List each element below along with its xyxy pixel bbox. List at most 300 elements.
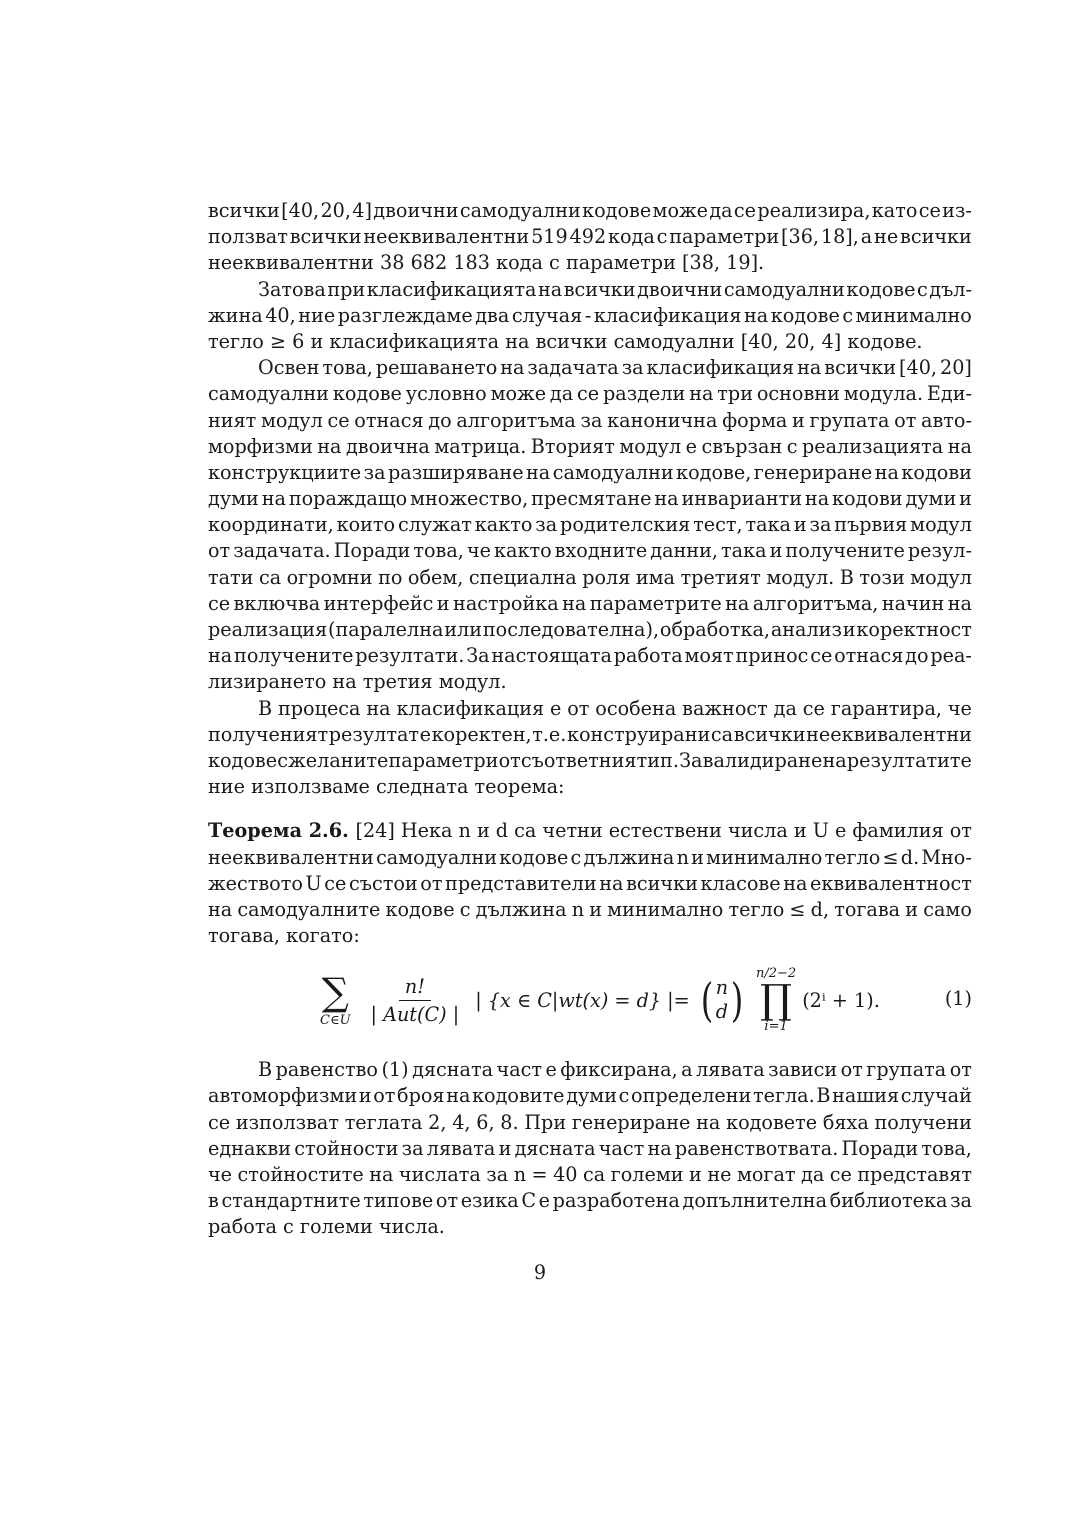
word: канонична (607, 408, 718, 432)
word: включва (233, 591, 321, 615)
word: всички (535, 329, 608, 353)
word: 4] (352, 199, 372, 222)
word: роля (582, 565, 631, 589)
word: 40 (553, 1163, 578, 1186)
word: еквивалентност (810, 871, 972, 895)
word: работа (613, 644, 683, 668)
word: думи (566, 1084, 618, 1108)
word: е (538, 1189, 551, 1213)
word: с (277, 748, 288, 772)
word: реализацията (801, 434, 944, 458)
word: и (792, 408, 805, 432)
word: модул. (766, 565, 835, 589)
word: теглата (344, 1110, 423, 1134)
word: За (679, 748, 703, 772)
word: на (689, 382, 714, 406)
word: с (656, 225, 668, 249)
word: d (495, 819, 509, 843)
word: 682 (410, 251, 448, 275)
word: Освен (258, 356, 320, 380)
word: анализ (770, 618, 842, 641)
word: класификация (396, 696, 545, 720)
fraction (365, 975, 466, 1026)
word: Затова (258, 277, 326, 301)
word: отнася (834, 644, 904, 668)
word: когато: (286, 924, 360, 948)
word: а (860, 225, 873, 249)
text-line (208, 748, 972, 774)
word: от (435, 1189, 459, 1213)
word: всички (733, 722, 806, 746)
word: инварианти (681, 487, 803, 511)
word: се (733, 199, 757, 222)
word: на (500, 356, 525, 380)
paragraph (208, 355, 972, 695)
word: зависи (768, 1058, 838, 1082)
word: за (580, 408, 603, 432)
word: тогава (834, 897, 901, 921)
word: с (570, 845, 582, 869)
sum-sign: ∑ (321, 969, 349, 1014)
word: стойностите (237, 1163, 364, 1186)
word: от (567, 696, 590, 720)
word: се (577, 382, 600, 406)
paragraph (208, 277, 972, 356)
word: особена (595, 696, 677, 720)
word: двоични (373, 199, 459, 222)
word: на (696, 1110, 721, 1134)
word: от (208, 539, 231, 563)
word: автоморфизми (208, 1084, 358, 1108)
text-line (208, 1136, 972, 1162)
text-line (208, 486, 972, 512)
word: е (419, 722, 431, 746)
word: и (842, 618, 856, 641)
text-line (208, 617, 972, 643)
word: или (444, 618, 483, 641)
word: задачата (527, 356, 619, 380)
word: жина (208, 303, 263, 327)
word: модул (619, 434, 682, 458)
word: на (797, 356, 822, 380)
word: и (769, 539, 783, 563)
word: всички (626, 871, 698, 895)
word: първия (834, 513, 908, 537)
word: [40, (740, 329, 779, 353)
word: кодове (499, 845, 569, 869)
word: 19]. (726, 251, 765, 275)
word: с (786, 434, 798, 458)
word: получените (785, 539, 905, 563)
word: 20, (784, 329, 816, 353)
word: 519 (531, 225, 568, 249)
word: на (562, 591, 587, 615)
word: с (916, 277, 928, 301)
word: третият (680, 565, 761, 589)
word: кодове (770, 303, 840, 327)
word: кодови (832, 487, 903, 511)
word: (1) (381, 1058, 409, 1082)
word: се (208, 1110, 231, 1134)
word: с (459, 897, 471, 921)
word: се (327, 408, 350, 432)
word: самодуалните (237, 897, 381, 921)
word: n (458, 819, 471, 843)
word: за (486, 1163, 509, 1186)
word: като (871, 199, 918, 222)
word: параметрите (589, 591, 722, 615)
word: дясната (412, 1058, 494, 1082)
word: от (498, 748, 521, 772)
word: пораждащо (288, 487, 408, 511)
word: с (283, 1215, 294, 1239)
word: теорема: (474, 775, 565, 799)
text-line (208, 460, 972, 486)
word: В (258, 1058, 273, 1082)
word: класификация (646, 356, 795, 380)
word: на (208, 897, 233, 921)
word: на (317, 434, 342, 458)
word: е (834, 819, 847, 843)
word: гарантира, (830, 696, 942, 720)
word: Еди- (926, 382, 972, 406)
word: лизирането (208, 670, 327, 694)
word: свързан (701, 434, 783, 458)
word: на (947, 591, 972, 615)
word: това, (322, 356, 373, 380)
word: за (621, 356, 644, 380)
word: за (535, 513, 558, 537)
word: се (324, 871, 347, 895)
word: за (950, 1189, 972, 1213)
word: тегло (208, 329, 264, 353)
word: е (545, 1058, 557, 1082)
word: кодовете (726, 1110, 818, 1134)
word: модул. (438, 670, 507, 694)
word: важност (682, 696, 768, 720)
word: U (812, 819, 829, 843)
word: думи (905, 487, 957, 511)
word: 40, (265, 303, 296, 327)
word: кодове (385, 897, 455, 921)
word: 38 (380, 251, 405, 275)
word: на (369, 1163, 394, 1186)
text-line (208, 696, 972, 722)
sum-subscript: C∈U (320, 1012, 351, 1028)
text-line (208, 434, 972, 460)
word: на (804, 487, 830, 511)
word: самодуални (613, 329, 735, 353)
word: При (524, 1110, 567, 1134)
word: [38, (682, 251, 721, 275)
product-sign: ∏ (760, 977, 793, 1024)
word: да (801, 1163, 825, 1186)
word: нееквивалентни (806, 722, 972, 746)
word: както (474, 513, 533, 537)
word: резултатите (846, 748, 972, 772)
word: на (505, 329, 530, 353)
word: настоящата (491, 644, 612, 668)
word: лявата (696, 1058, 765, 1082)
word: тегло (824, 845, 881, 869)
page-body (208, 198, 972, 1241)
word: бяха (822, 1110, 869, 1134)
word: ≤ (882, 845, 899, 869)
word: кодове (208, 748, 278, 772)
binomial-values (716, 976, 728, 1024)
word: се (829, 1163, 852, 1186)
word: реализация (208, 618, 328, 641)
text-line (208, 591, 972, 617)
word: големи (299, 1215, 373, 1239)
word: [40, (899, 356, 938, 380)
word: дъл- (929, 277, 972, 301)
word: е (550, 696, 562, 720)
paragraph (208, 696, 972, 801)
word: - (584, 303, 592, 327)
word: последователна), (482, 618, 660, 641)
word: 4, (452, 1110, 471, 1134)
word: се (802, 696, 825, 720)
word: и (793, 819, 807, 843)
word: естествени (608, 819, 722, 843)
word: ние (208, 775, 245, 799)
word: стандартните (221, 1189, 361, 1213)
word: матрица. (434, 434, 527, 458)
word: от (894, 408, 917, 432)
word: получените (234, 644, 354, 668)
text-line (208, 408, 972, 434)
word: процеса (277, 696, 361, 720)
text-line (208, 565, 972, 591)
word: еднакви (208, 1136, 291, 1160)
word: на (874, 460, 899, 484)
word: класификацията (366, 277, 537, 301)
word: до (428, 408, 452, 432)
word: моят (684, 644, 734, 668)
text-line (208, 538, 972, 564)
word: да (549, 382, 574, 406)
text-line (208, 845, 972, 871)
word: настройка (453, 591, 559, 615)
word: данни, (650, 539, 718, 563)
theorem-label: Теорема 2.6. (208, 819, 349, 843)
word: двоична (345, 434, 430, 458)
word: се (208, 591, 231, 615)
word: и (959, 487, 972, 511)
word: това, (921, 1136, 972, 1160)
word: огромни (286, 565, 373, 589)
word: обработка, (659, 618, 770, 641)
word: са (258, 565, 282, 589)
word: четни (542, 819, 603, 843)
word: фамилия (852, 819, 944, 843)
word: така (745, 513, 791, 537)
word: из- (942, 199, 972, 222)
word: част (598, 1136, 645, 1160)
word: обем, (407, 565, 464, 589)
word: групата (866, 1058, 947, 1082)
word: двоични (637, 277, 723, 301)
word: не (874, 225, 899, 249)
word: принос (735, 644, 809, 668)
word: не (707, 1163, 732, 1186)
word: по (378, 565, 403, 589)
word: [36, (781, 225, 820, 249)
word: Нека (400, 819, 453, 843)
word: т.е. (532, 722, 567, 746)
word: тати (208, 565, 254, 589)
text-line (208, 329, 972, 355)
word: параметри (565, 251, 676, 275)
word: полученият (208, 722, 329, 746)
word: дясната (514, 1136, 596, 1160)
word: работа (208, 1215, 277, 1239)
word: ние (298, 303, 336, 327)
word: форма (722, 408, 788, 432)
word: лявата (426, 1136, 496, 1160)
word: думи (208, 487, 259, 511)
word: езика (460, 1189, 519, 1213)
word: с (618, 1084, 630, 1108)
word: и (689, 1163, 702, 1186)
equation-body (320, 957, 880, 1043)
word: самодуални (459, 199, 581, 222)
word: случай (900, 1084, 972, 1108)
word: конструирани (566, 722, 711, 746)
word: 8. (500, 1110, 519, 1134)
word: 6 (292, 329, 305, 353)
word: в (208, 1189, 219, 1213)
word: кодове (582, 199, 652, 222)
left-paren: ( (700, 973, 713, 1028)
word: броя (397, 1084, 445, 1108)
word: част (496, 1058, 543, 1082)
theorem-line-rest (355, 818, 972, 844)
word: ≥ (269, 329, 286, 353)
word: алгоритъма (456, 408, 576, 432)
word: от (949, 819, 972, 843)
word: модул (910, 513, 972, 537)
word: третия (362, 670, 433, 694)
word: валидиране (702, 748, 823, 772)
word: 492 (569, 225, 607, 249)
word: че (947, 696, 972, 720)
word: и (358, 1084, 372, 1108)
word: 6, (476, 1110, 495, 1134)
word: допълнителна (682, 1189, 828, 1213)
text-line (208, 1110, 972, 1136)
word: и (498, 1136, 512, 1160)
word: всички (289, 225, 362, 249)
word: 20, (320, 199, 351, 222)
binom-bottom: d (715, 1000, 729, 1024)
word: от (420, 871, 443, 895)
word: n (513, 1163, 527, 1186)
word: конструкциите (208, 460, 362, 484)
word: всички (563, 277, 636, 301)
word: равенствотвата. (674, 1136, 839, 1160)
word: тип. (636, 748, 679, 772)
binom-top: n (715, 976, 729, 1000)
word: за (363, 460, 386, 484)
word: кодове (846, 277, 916, 301)
text-line (208, 1083, 972, 1109)
word: на (783, 871, 808, 895)
word: параметри (388, 748, 499, 772)
word: минимално (607, 897, 724, 921)
word: е (685, 434, 697, 458)
word: самодуални (552, 460, 674, 484)
word: числа. (378, 1215, 445, 1239)
word: задачата. (233, 539, 331, 563)
word: може (652, 199, 709, 222)
word: Вторият (530, 434, 615, 458)
word: 18], (820, 225, 859, 249)
word: този (859, 565, 905, 589)
text-line (208, 277, 972, 303)
paragraph (208, 198, 972, 277)
text-line (208, 897, 972, 923)
word: тогава, (208, 924, 280, 948)
word: това, (413, 539, 464, 563)
theorem-first-line (208, 818, 972, 844)
right-paren: ) (730, 973, 744, 1028)
word: библиотека (829, 1189, 948, 1213)
paragraph (208, 1057, 972, 1240)
word: и (793, 513, 807, 537)
word: нееквивалентни (208, 251, 374, 275)
product (756, 966, 796, 1034)
binomial (698, 973, 746, 1028)
word: могат (736, 1163, 796, 1186)
word: модул (910, 565, 972, 589)
word: на (261, 487, 286, 511)
text-line (208, 1214, 972, 1240)
word: на (366, 696, 391, 720)
word: два (475, 303, 510, 327)
word: За (466, 644, 490, 668)
word: представят (857, 1163, 972, 1186)
word: авто- (921, 408, 972, 432)
summation (320, 969, 351, 1028)
word: алгоритъма, (752, 591, 879, 615)
word: коректен, (431, 722, 532, 746)
word: условно (405, 382, 487, 406)
word: резултати. (355, 644, 465, 668)
word: В (839, 565, 854, 589)
word: получени (874, 1110, 972, 1134)
word: В (816, 1084, 831, 1108)
text-line (208, 722, 972, 748)
word: кодове, (676, 460, 752, 484)
product-subscript: i=1 (764, 1019, 788, 1035)
word: на (822, 748, 847, 772)
text-line (208, 923, 972, 949)
word: че (208, 1163, 233, 1186)
word: се (918, 199, 941, 222)
product-term: (2ⁱ + 1). (802, 988, 880, 1012)
word: кодове. (847, 329, 923, 353)
word: определени (631, 1084, 752, 1108)
word: (паралелна (328, 618, 444, 641)
word: [40, (281, 199, 320, 222)
word: ≤ (789, 897, 806, 921)
theorem (208, 818, 972, 949)
word: коректност (856, 618, 972, 641)
text-line (208, 1162, 972, 1188)
word: са (514, 819, 537, 843)
